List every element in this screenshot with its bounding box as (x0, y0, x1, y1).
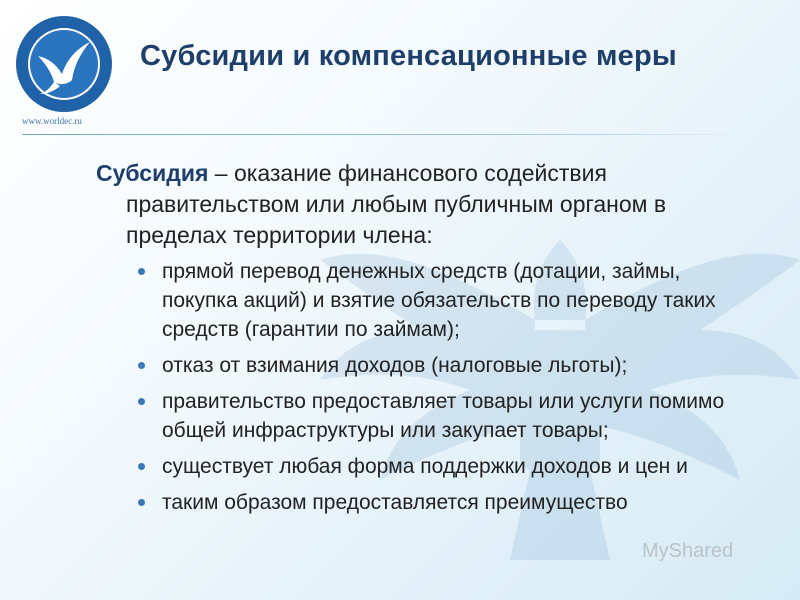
bullet-list (134, 257, 736, 517)
bullet-dot-icon (138, 499, 145, 506)
myshared-watermark: MyShared (642, 540, 734, 562)
list-item-text: прямой перевод денежных средств (дотации, займы, покупка акций) и взятие обязательств по переводу таких средств (гарантии по займам); (162, 260, 716, 341)
bullet-dot-icon (138, 362, 145, 369)
definition-text: – оказание финансового содействия правительством или любым публичным органом в пределах территории члена: (126, 160, 667, 248)
definition-term: Субсидия (96, 160, 209, 186)
list-item (134, 257, 736, 344)
list-item-text: правительство предоставляет товары или услуги помимо общей инфраструктуры или закупает товары; (162, 390, 725, 442)
bullet-dot-icon (138, 398, 145, 405)
list-item (134, 452, 736, 481)
university-logo (14, 14, 114, 114)
slide-content (96, 158, 736, 524)
list-item-text: существует любая форма поддержки доходов и цен и (162, 455, 688, 478)
definition-paragraph (96, 158, 736, 251)
bullet-dot-icon (138, 463, 145, 470)
bullet-dot-icon (138, 268, 145, 275)
list-item (134, 488, 736, 517)
list-item-text: таким образом предоставляется преимущество (162, 491, 628, 514)
list-item (134, 387, 736, 445)
site-url: www.worldec.ru (22, 116, 82, 126)
header-divider (22, 134, 748, 135)
list-item (134, 351, 736, 380)
list-item-text: отказ от взимания доходов (налоговые льготы); (162, 354, 628, 377)
page-title: Субсидии и компенсационные меры (140, 40, 677, 72)
